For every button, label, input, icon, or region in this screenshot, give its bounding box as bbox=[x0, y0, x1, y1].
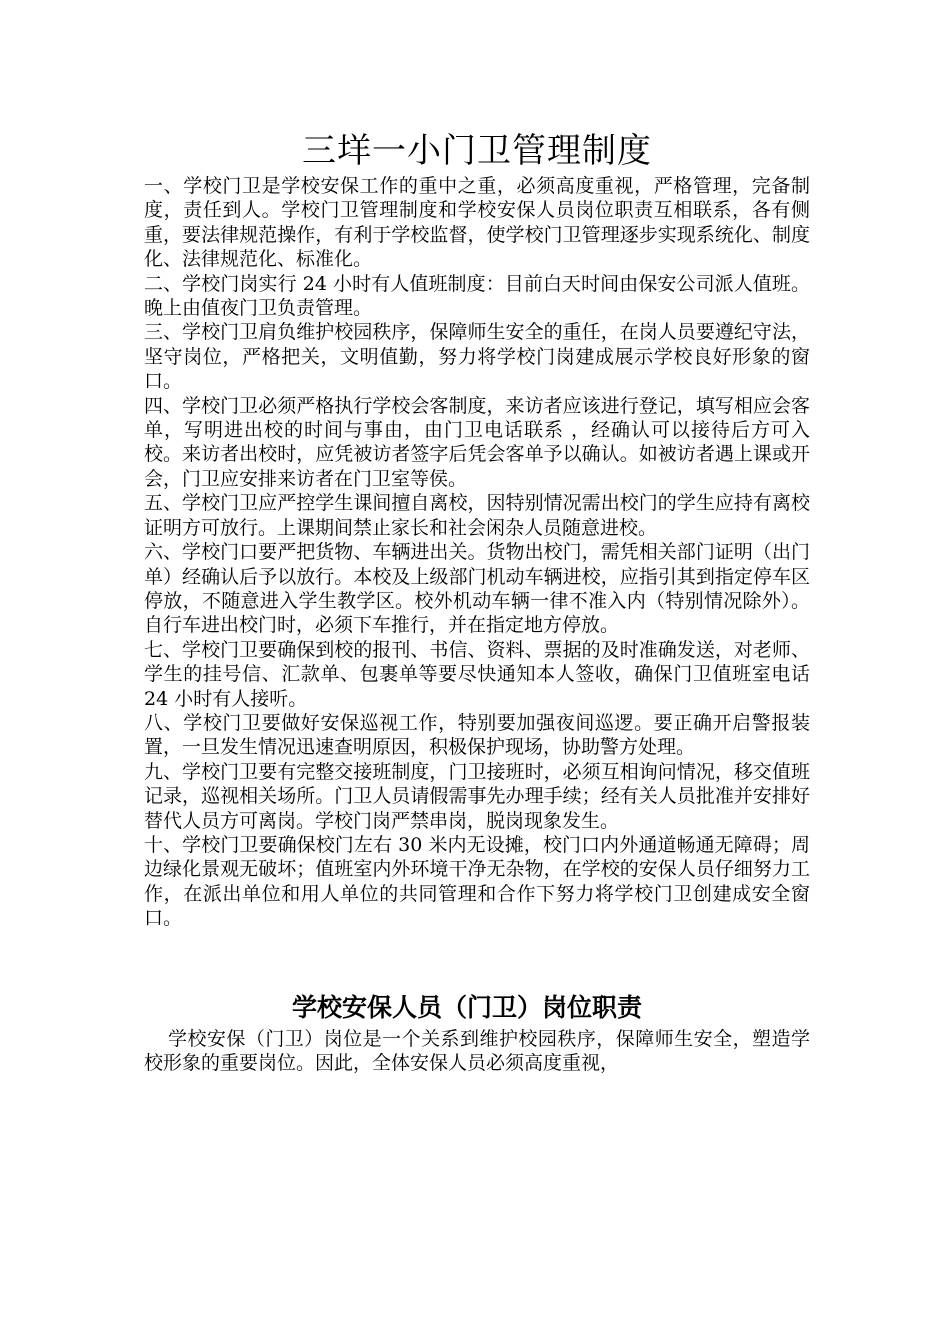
section-title: 学校安保人员（门卫）岗位职责 bbox=[291, 992, 642, 1022]
document-title: 三垟一小门卫管理制度 bbox=[302, 131, 652, 171]
rule-paragraph-8: 八、学校门卫要做好安保巡视工作，特别要加强夜间巡逻。要正确开启警报装置，一旦发生情况迅速查明原因，积极保护现场，协助警方处理。 bbox=[144, 711, 810, 759]
rule-paragraph-7: 七、学校门卫要确保到校的报刊、书信、资料、票据的及时准确发送，对老师、学生的挂号信、汇款单、包裹单等要尽快通知本人签收，确保门卫值班室电话 24 小时有人接听。 bbox=[144, 638, 810, 710]
rule-paragraph-2: 二、学校门岗实行 24 小时有人值班制度：目前白天时间由保安公司派人值班。晚上由值夜门卫负责管理。 bbox=[144, 272, 810, 320]
rule-paragraph-4: 四、学校门卫必须严格执行学校会客制度，来访者应该进行登记，填写相应会客单，写明进出校的时间与事由，由门卫电话联系 ，经确认可以接待后方可入校。来访者出校时，应凭被访者签字后凭会客单予以确认。如被访者遇上课或开会，门卫应安排来访者在门卫室等侯。 bbox=[144, 394, 810, 490]
rule-paragraph-6: 六、学校门口要严把货物、车辆进出关。货物出校门，需凭相关部门证明（出门单）经确认后予以放行。本校及上级部门机动车辆进校，应指引其到指定停车区停放，不随意进入学生教学区。校外机动车辆一律不准入内（特别情况除外）。自行车进出校门时，必须下车推行，并在指定地方停放。 bbox=[144, 541, 810, 637]
section-spacer bbox=[144, 931, 810, 989]
document-page bbox=[144, 128, 810, 1075]
section-intro-paragraph: 学校安保（门卫）岗位是一个关系到维护校园秩序，保障师生安全，塑造学校形象的重要岗位。因此，全体安保人员必须高度重视， bbox=[144, 1027, 810, 1074]
rule-paragraph-10: 十、学校门卫要确保校门左右 30 米内无设摊，校门口内外通道畅通无障碍；周边绿化景观无破坏；值班室内外环境干净无杂物，在学校的安保人员仔细努力工作，在派出单位和用人单位的共同管理和合作下努力将学校门卫创建成安全窗口。 bbox=[144, 833, 810, 930]
rule-paragraph-9: 九、学校门卫要有完整交接班制度，门卫接班时，必须互相询问情况，移交值班记录，巡视相关场所。门卫人员请假需事先办理手续；经有关人员批准并安排好替代人员方可离岗。学校门岗严禁串岗，脱岗现象发生。 bbox=[144, 760, 810, 832]
rule-paragraph-3: 三、学校门卫肩负维护校园秩序，保障师生安全的重任，在岗人员要遵纪守法，坚守岗位，严格把关，文明值勤，努力将学校门岗建成展示学校良好形象的窗口。 bbox=[144, 321, 810, 393]
rule-paragraph-1: 一、学校门卫是学校安保工作的重中之重，必须高度重视，严格管理，完备制度，责任到人。学校门卫管理制度和学校安保人员岗位职责互相联系，各有侧重，要法律规范操作，有利于学校监督，使学校门卫管理逐步实现系统化、制度化、法律规范化、标准化。 bbox=[144, 175, 810, 271]
rule-paragraph-5: 五、学校门卫应严控学生课间擅自离校，因特别情况需出校门的学生应持有离校证明方可放行。上课期间禁止家长和社会闲杂人员随意进校。 bbox=[144, 492, 810, 539]
